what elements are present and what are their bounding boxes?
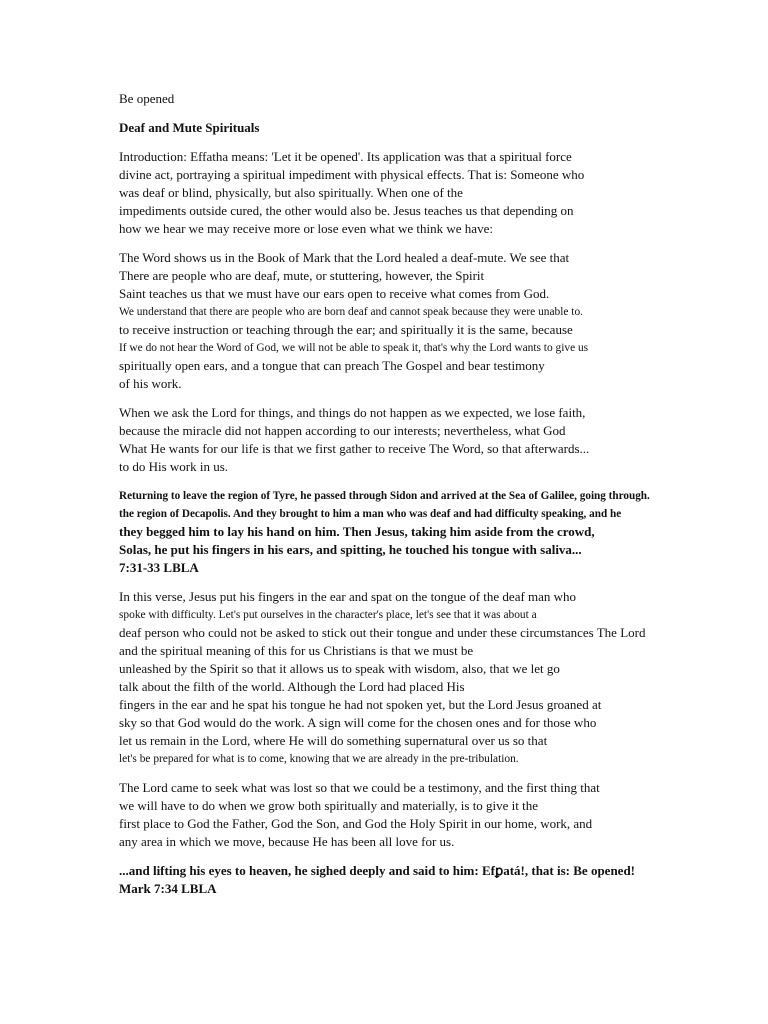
text-line: deaf person who could not be asked to stick out their tongue and under these circumstances The Lord: [119, 625, 646, 640]
text-line: sky so that God would do the work. A sign will come for the chosen ones and for those who: [119, 715, 597, 730]
paragraph: [119, 779, 729, 851]
spacer: [119, 238, 729, 249]
text-line: When we ask the Lord for things, and things do not happen as we expected, we lose faith,: [119, 405, 586, 420]
text-line: fingers in the ear and he spat his tongue he had not spoken yet, but the Lord Jesus groaned at: [119, 697, 602, 712]
text-line: There are people who are deaf, mute, or stuttering, however, the Spirit: [119, 268, 485, 283]
text-line: let us remain in the Lord, where He will do something supernatural over us so that: [119, 733, 548, 748]
text-line: spoke with difficulty. Let's put ourselves in the character's place, let's see that it was about a: [119, 609, 537, 621]
text-line: first place to God the Father, God the Son, and God the Holy Spirit in our home, work, and: [119, 816, 593, 831]
text-line: talk about the filth of the world. Although the Lord had placed His: [119, 679, 465, 694]
spacer: [119, 768, 729, 779]
text-line: We understand that there are people who are born deaf and cannot speak because they were unable to.: [119, 306, 583, 318]
section-heading: Deaf and Mute Spirituals: [119, 120, 260, 135]
paragraph: [119, 862, 729, 898]
text-line: Mark 7:34 LBLA: [119, 881, 217, 896]
text-line: The Word shows us in the Book of Mark that the Lord healed a deaf-mute. We see that: [119, 250, 570, 265]
text-line: they begged him to lay his hand on him. Then Jesus, taking him aside from the crowd,: [119, 524, 595, 539]
text-line: Introduction: Effatha means: 'Let it be opened'. Its application was that a spiritual force: [119, 149, 572, 164]
text-line: to receive instruction or teaching through the ear; and spiritually it is the same, because: [119, 322, 573, 337]
paragraph: [119, 487, 729, 577]
text-line: The Lord came to seek what was lost so that we could be a testimony, and the first thing that: [119, 780, 600, 795]
text-line: Saint teaches us that we must have our ears open to receive what comes from God.: [119, 286, 550, 301]
text-line: Solas, he put his fingers in his ears, and spitting, he touched his tongue with saliva...: [119, 542, 582, 557]
text-line: the region of Decapolis. And they brought to him a man who was deaf and had difficulty speaking, and he: [119, 508, 622, 520]
document-title: Be opened: [119, 91, 175, 106]
text-line: If we do not hear the Word of God, we will not be able to speak it, that's why the Lord wants to give us: [119, 342, 589, 354]
paragraph: [119, 404, 729, 476]
text-line: impediments outside cured, the other would also be. Jesus teaches us that depending on: [119, 203, 574, 218]
text-line: we will have to do when we grow both spiritually and materially, is to give it the: [119, 798, 539, 813]
text-line: What He wants for our life is that we first gather to receive The Word, so that afterwards...: [119, 441, 590, 456]
text-line: because the miracle did not happen according to our interests; nevertheless, what God: [119, 423, 566, 438]
text-line: ...and lifting his eyes to heaven, he sighed deeply and said to him: Efꝑatá!, that is: Be opened!: [119, 863, 636, 878]
spacer: [119, 137, 729, 148]
text-line: was deaf or blind, physically, but also spiritually. When one of the: [119, 185, 463, 200]
text-line: how we hear we may receive more or lose even what we think we have:: [119, 221, 493, 236]
text-line: to do His work in us.: [119, 459, 229, 474]
spacer: [119, 108, 729, 119]
text-line: let's be prepared for what is to come, knowing that we are already in the pre-tribulation.: [119, 753, 519, 765]
paragraph: [119, 588, 729, 768]
text-line: divine act, portraying a spiritual impediment with physical effects. That is: Someone who: [119, 167, 585, 182]
paragraph: [119, 249, 729, 393]
text-line: and the spiritual meaning of this for us Christians is that we must be: [119, 643, 474, 658]
spacer: [119, 393, 729, 404]
document-page: [119, 90, 729, 898]
text-line: spiritually open ears, and a tongue that can preach The Gospel and bear testimony: [119, 358, 545, 373]
text-line: 7:31-33 LBLA: [119, 560, 199, 575]
paragraph: [119, 148, 729, 238]
spacer: [119, 577, 729, 588]
document-body: [119, 148, 729, 898]
text-line: Returning to leave the region of Tyre, he passed through Sidon and arrived at the Sea of Galilee, going through.: [119, 490, 650, 502]
spacer: [119, 476, 729, 487]
text-line: In this verse, Jesus put his fingers in the ear and spat on the tongue of the deaf man who: [119, 589, 577, 604]
text-line: of his work.: [119, 376, 182, 391]
text-line: unleashed by the Spirit so that it allows us to speak with wisdom, also, that we let go: [119, 661, 560, 676]
spacer: [119, 851, 729, 862]
text-line: any area in which we move, because He has been all love for us.: [119, 834, 455, 849]
